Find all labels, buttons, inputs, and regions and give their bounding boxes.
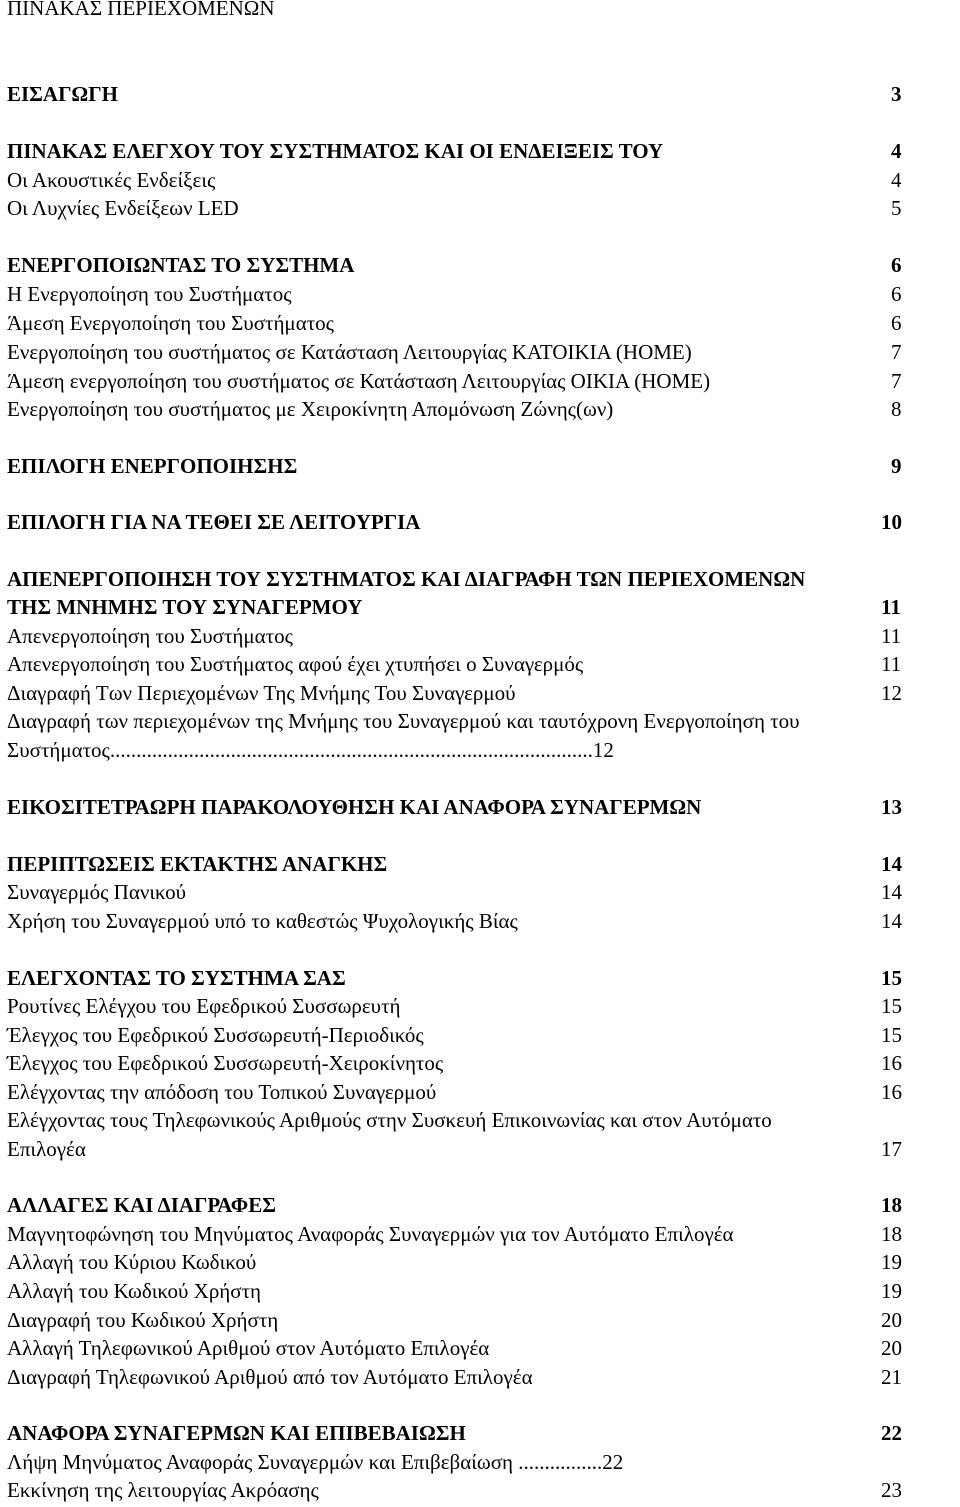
toc-entry-page-number: 22 <box>881 1421 902 1445</box>
toc-entry-title: Έλεγχος του Εφεδρικού Συσσωρευτή-Χειροκίνητος <box>7 1051 444 1075</box>
toc-entry <box>7 1021 902 1049</box>
toc-entry <box>7 1363 902 1391</box>
toc-entry <box>7 166 902 194</box>
toc-entry-page-number: 12 <box>881 681 902 705</box>
toc-entry-title: Έλεγχος του Εφεδρικού Συσσωρευτή-Περιοδικός <box>7 1023 424 1047</box>
toc-entry <box>7 736 897 764</box>
toc-entry <box>7 593 901 621</box>
toc-entry-title: ΤΗΣ ΜΝΗΜΗΣ ΤΟΥ ΣΥΝΑΓΕΡΜΟΥ <box>7 595 363 619</box>
toc-entry-page-number: 18 <box>881 1193 902 1217</box>
toc-entry-page-number: 3 <box>891 82 902 106</box>
toc-entry-page-number: 14 <box>881 880 902 904</box>
toc-entry-title: ΑΝΑΦΟΡΑ ΣΥΝΑΓΕΡΜΩΝ ΚΑΙ ΕΠΙΒΕΒΑΙΩΣΗ <box>7 1421 466 1445</box>
toc-entry-page-number: 7 <box>891 369 902 393</box>
toc-entry-title: Αλλαγή του Κωδικού Χρήστη <box>7 1279 262 1303</box>
toc-entry <box>7 1277 902 1305</box>
toc-entry-title: Συναγερμός Πανικού <box>7 880 186 904</box>
toc-entry-title: Η Ενεργοποίηση του Συστήματος <box>7 282 292 306</box>
toc-entry-page-number: 15 <box>881 1023 902 1047</box>
toc-entry-title: Εκκίνηση της λειτουργίας Ακρόασης <box>7 1478 319 1502</box>
toc-entry-page-number: 6 <box>891 253 902 277</box>
toc-entry-title: ΕΠΙΛΟΓΗ ΓΙΑ ΝΑ ΤΕΘΕΙ ΣΕ ΛΕΙΤΟΥΡΓΙΑ <box>7 510 421 534</box>
toc-entry <box>7 565 897 593</box>
toc-entry <box>7 452 902 480</box>
toc-entry-title: ΕΙΚΟΣΙΤΕΤΡΑΩΡΗ ΠΑΡΑΚΟΛΟΥΘΗΣΗ ΚΑΙ ΑΝΑΦΟΡΑ ΣΥΝΑΓΕΡΜΩΝ <box>7 795 702 819</box>
toc-entry <box>7 1078 902 1106</box>
toc-entry <box>7 793 902 821</box>
toc-entry-title: Άμεση Ενεργοποίηση του Συστήματος <box>7 311 334 335</box>
toc-entry <box>7 251 902 279</box>
toc-entry-title: ΑΛΛΑΓΕΣ ΚΑΙ ΔΙΑΓΡΑΦΕΣ <box>7 1193 276 1217</box>
toc-entry-title: Οι Ακουστικές Ενδείξεις <box>7 168 216 192</box>
toc-entry-page-number: 11 <box>881 624 902 648</box>
toc-entry-page-number: 23 <box>881 1478 902 1502</box>
toc-entry <box>7 1049 902 1077</box>
toc-entry-page-number: 20 <box>881 1308 902 1332</box>
toc-entry-page-number: 10 <box>881 510 902 534</box>
toc-entry-title: ΕΛΕΓΧΟΝΤΑΣ ΤΟ ΣΥΣΤΗΜΑ ΣΑΣ <box>7 966 346 990</box>
toc-entry-page-number: 4 <box>891 139 902 163</box>
toc-entry <box>7 1419 902 1447</box>
toc-entry-title: Ενεργοποίηση του συστήματος σε Κατάσταση Λειτουργίας ΚΑΤΟΙΚΙΑ (HOME) <box>7 340 692 364</box>
toc-entry-page-number: 6 <box>891 311 902 335</box>
toc-entry-page-number: 7 <box>891 340 902 364</box>
toc-entry-title: Απενεργοποίηση του Συστήματος αφού έχει χτυπήσει ο Συναγερμός <box>7 652 584 676</box>
toc-entry-page-number: 15 <box>881 966 902 990</box>
toc-entry-page-number: 16 <box>881 1051 902 1075</box>
toc-entry-title: Οι Λυχνίες Ενδείξεων LED <box>7 196 239 220</box>
toc-entry-page-number: 19 <box>881 1250 902 1274</box>
toc-entry <box>7 1306 902 1334</box>
toc-entry-title: ΑΠΕΝΕΡΓΟΠΟΙΗΣΗ ΤΟΥ ΣΥΣΤΗΜΑΤΟΣ ΚΑΙ ΔΙΑΓΡΑΦΗ ΤΩΝ ΠΕΡΙΕΧΟΜΕΝΩΝ <box>7 567 806 591</box>
toc-entry <box>7 280 902 308</box>
toc-entry-page-number: 20 <box>881 1336 902 1360</box>
toc-entry <box>7 679 902 707</box>
toc-entry <box>7 1334 902 1362</box>
toc-entry-title: Ελέγχοντας τους Τηλεφωνικούς Αριθμούς στην Συσκευή Επικοινωνίας και στον Αυτόματο <box>7 1108 772 1132</box>
toc-entry-page-number: 5 <box>891 196 902 220</box>
toc-entry <box>7 850 902 878</box>
toc-entry <box>7 992 902 1020</box>
toc-entry <box>7 80 902 108</box>
toc-entry <box>7 650 902 678</box>
toc-entry <box>7 1135 902 1163</box>
toc-entry-title: Διαγραφή του Κωδικού Χρήστη <box>7 1308 279 1332</box>
toc-entry-title: Συστήματος............................................................................................12 <box>7 738 614 762</box>
toc-entry-title: Άμεση ενεργοποίηση του συστήματος σε Κατάσταση Λειτουργίας ΟΙΚΙΑ (HOME) <box>7 369 711 393</box>
toc-entry-title: ΕΙΣΑΓΩΓΗ <box>7 82 118 106</box>
toc-entry-page-number: 18 <box>881 1222 902 1246</box>
toc-entry <box>7 964 902 992</box>
toc-entry-title: Ενεργοποίηση του συστήματος με Χειροκίνητη Απομόνωση Ζώνης(ων) <box>7 397 614 421</box>
toc-entry-page-number: 19 <box>881 1279 902 1303</box>
toc-entry <box>7 338 902 366</box>
toc-entry-title: Χρήση του Συναγερμού υπό το καθεστώς Ψυχολογικής Βίας <box>7 909 518 933</box>
toc-entry <box>7 367 902 395</box>
toc-entry-title: Μαγνητοφώνηση του Μηνύματος Αναφοράς Συναγερμών για τον Αυτόματο Επιλογέα <box>7 1222 734 1246</box>
toc-entry-title: ΠΙΝΑΚΑΣ ΕΛΕΓΧΟΥ ΤΟΥ ΣΥΣΤΗΜΑΤΟΣ ΚΑΙ ΟΙ ΕΝΔΕΙΞΕΙΣ ΤΟΥ <box>7 139 664 163</box>
toc-entry-title: ΠΕΡΙΠΤΩΣΕΙΣ ΕΚΤΑΚΤΗΣ ΑΝΑΓΚΗΣ <box>7 852 388 876</box>
toc-entry-page-number: 16 <box>881 1080 902 1104</box>
toc-entry <box>7 395 902 423</box>
toc-entry-title: Διαγραφή Των Περιεχομένων Της Μνήμης Του Συναγερμού <box>7 681 516 705</box>
toc-entry-page-number: 17 <box>881 1137 902 1161</box>
toc-entry-title: ΕΝΕΡΓΟΠΟΙΩΝΤΑΣ ΤΟ ΣΥΣΤΗΜΑ <box>7 253 355 277</box>
toc-entry-title: Διαγραφή των περιεχομένων της Μνήμης του Συναγερμού και ταυτόχρονη Ενεργοποίηση του <box>7 709 800 733</box>
toc-entry <box>7 1191 902 1219</box>
toc-entry <box>7 907 902 935</box>
toc-entry-page-number: 15 <box>881 994 902 1018</box>
toc-entry-page-number: 13 <box>881 795 902 819</box>
toc-entry-title: Ρουτίνες Ελέγχου του Εφεδρικού Συσσωρευτή <box>7 994 401 1018</box>
toc-entry-page-number: 6 <box>891 282 902 306</box>
toc-entry-page-number: 11 <box>881 595 901 619</box>
toc-entry-title: Αλλαγή Τηλεφωνικού Αριθμού στον Αυτόματο Επιλογέα <box>7 1336 490 1360</box>
toc-entry-page-number: 9 <box>891 454 902 478</box>
toc-entry-page-number: 14 <box>881 909 902 933</box>
toc-entry <box>7 1106 897 1134</box>
toc-entry <box>7 622 902 650</box>
toc-entry <box>7 309 902 337</box>
toc-entry <box>7 508 902 536</box>
toc-entry <box>7 1448 897 1476</box>
toc-entry-title: ΕΠΙΛΟΓΗ ΕΝΕΡΓΟΠΟΙΗΣΗΣ <box>7 454 298 478</box>
toc-entry-title: Ελέγχοντας την απόδοση του Τοπικού Συναγερμού <box>7 1080 437 1104</box>
toc-entry-page-number: 21 <box>881 1365 902 1389</box>
toc-entry-title: Απενεργοποίηση του Συστήματος <box>7 624 293 648</box>
toc-entry <box>7 707 897 735</box>
toc-entry-title: Αλλαγή του Κύριου Κωδικού <box>7 1250 257 1274</box>
toc-entry-page-number: 8 <box>891 397 902 421</box>
toc-entry <box>7 1476 902 1504</box>
toc-entry <box>7 137 902 165</box>
toc-entry <box>7 1220 902 1248</box>
toc-entry <box>7 1248 902 1276</box>
toc-entry <box>7 194 902 222</box>
toc-entry-title: Διαγραφή Τηλεφωνικού Αριθμού από τον Αυτόματο Επιλογέα <box>7 1365 533 1389</box>
toc-entry-page-number: 4 <box>891 168 902 192</box>
toc-entry-page-number: 14 <box>881 852 902 876</box>
toc-entry-title: Λήψη Μηνύματος Αναφοράς Συναγερμών και Επιβεβαίωση ................22 <box>7 1450 624 1474</box>
toc-title: ΠΙΝΑΚΑΣ ΠΕΡΙΕΧΟΜΕΝΩΝ <box>7 0 275 20</box>
toc-entry-title: Επιλογέα <box>7 1137 86 1161</box>
toc-entry-page-number: 11 <box>881 652 902 676</box>
toc-entry <box>7 878 902 906</box>
